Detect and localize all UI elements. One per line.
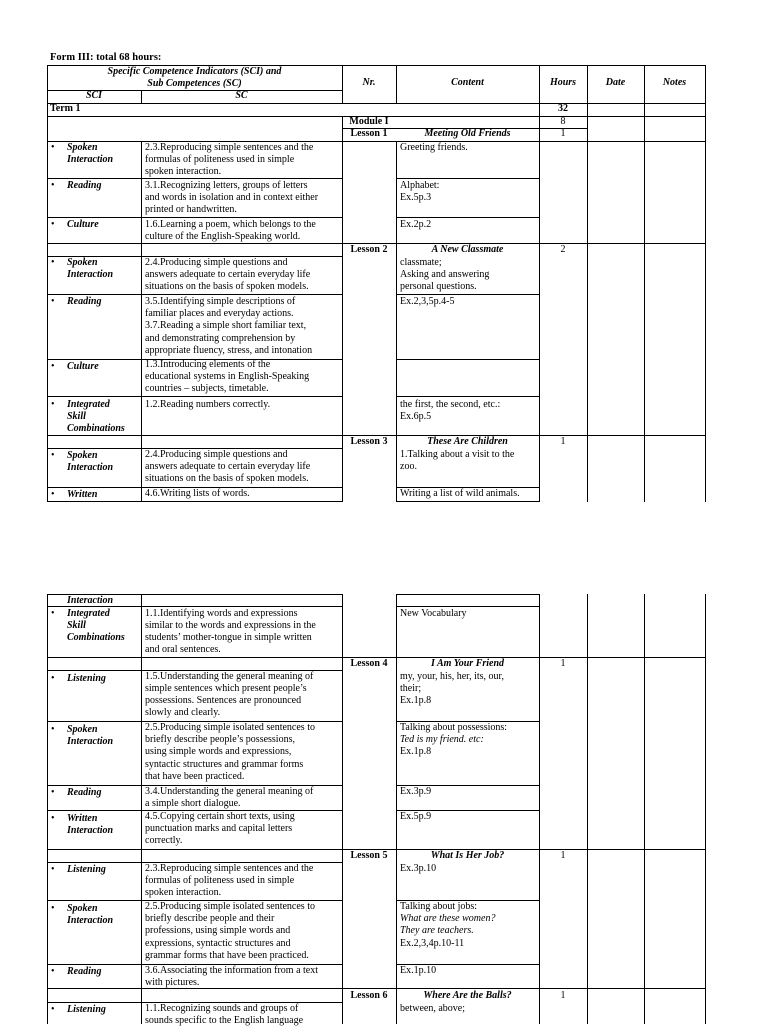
sc-text: countries – subjects, timetable. [145, 383, 269, 394]
sc-text: educational systems in English-Speaking [145, 371, 310, 382]
sc-text: 4.5.Copying certain short texts, using [145, 811, 295, 822]
header-notes: Notes [662, 77, 687, 88]
sc-text: possessions. Sentences are pronounced [145, 695, 302, 706]
sci-label: Interaction [67, 269, 114, 280]
header-group-line-1: Specific Competence Indicators (SCI) and [107, 66, 282, 77]
sc-text: answers adequate to certain everyday life [145, 461, 311, 472]
content-text: Ex.1p.10 [400, 965, 437, 976]
sci-label: Listening [67, 673, 106, 684]
content-text: Writing a list of wild animals. [400, 488, 520, 499]
sci-label: Listening [67, 864, 106, 875]
sc-text: students’ mother-tongue in simple written [145, 632, 312, 643]
content-text: Ex.3p.10 [400, 863, 437, 874]
bullet-icon: • [51, 180, 55, 191]
header-hours: Hours [549, 77, 577, 88]
bullet-icon: • [51, 489, 55, 500]
sc-text: and oral sentences. [145, 644, 221, 655]
sci-label: Reading [67, 966, 102, 977]
lesson-5-title: What Is Her Job? [430, 850, 505, 861]
lesson-3-hours: 1 [560, 436, 566, 447]
sc-text: 2.3.Reproducing simple sentences and the [145, 142, 314, 153]
lesson-3-nr: Lesson 3 [350, 436, 388, 447]
header-sc: SC [235, 90, 248, 101]
bullet-icon: • [51, 966, 55, 977]
sc-text: correctly. [145, 835, 183, 846]
content-text: Ex.1p.8 [400, 695, 432, 706]
sci-label: Spoken [67, 450, 98, 461]
sc-text: formulas of politeness used in simple [145, 875, 295, 886]
term-label: Term 1 [50, 103, 81, 114]
sc-text: culture of the English-Speaking world. [145, 231, 301, 242]
content-text: Ex.2p.2 [400, 219, 432, 230]
sc-text: appropriate fluency, stress, and intonation [145, 345, 313, 356]
content-text: Greeting friends. [400, 142, 468, 153]
document-title: Form III: total 68 hours: [50, 52, 162, 63]
lesson-1-hours: 1 [560, 128, 566, 139]
sc-text: and words in isolation and in context either [145, 192, 319, 203]
lesson-4-hours: 1 [560, 658, 566, 669]
bullet-icon: • [51, 813, 55, 824]
sc-text: slowly and clearly. [145, 707, 221, 718]
bullet-icon: • [51, 450, 55, 461]
sci-label: Interaction [67, 736, 114, 747]
sc-text: and demonstrating comprehension by [145, 333, 296, 344]
sc-text: 1.1.Identifying words and expressions [145, 608, 298, 619]
sci-label: Reading [67, 180, 102, 191]
term-hours: 32 [558, 103, 568, 114]
sci-label: Combinations [67, 423, 125, 434]
content-text: They are teachers. [400, 925, 474, 936]
bullet-icon: • [51, 399, 55, 410]
sc-text: formulas of politeness used in simple [145, 154, 295, 165]
content-text: zoo. [400, 461, 417, 472]
header-nr: Nr. [362, 77, 376, 88]
sc-text: spoken interaction. [145, 166, 222, 177]
bullet-icon: • [51, 257, 55, 268]
sci-label: Integrated [67, 399, 110, 410]
sci-label: Written [67, 489, 98, 500]
sci-label: Interaction [67, 462, 114, 473]
sc-text: answers adequate to certain everyday life [145, 269, 311, 280]
sci-label: Spoken [67, 257, 98, 268]
bullet-icon: • [51, 903, 55, 914]
content-text: Asking and answering [400, 269, 490, 280]
sci-label: Interaction [67, 825, 114, 836]
lesson-6-hours: 1 [560, 990, 566, 1001]
bullet-icon: • [51, 296, 55, 307]
content-text: Ted is my friend. etc: [400, 734, 484, 745]
sc-text: situations on the basis of spoken models. [145, 473, 309, 484]
sci-label: Combinations [67, 632, 125, 643]
bullet-icon: • [51, 142, 55, 153]
sc-text: printed or handwritten. [145, 204, 237, 215]
sc-text: a simple short dialogue. [145, 798, 241, 809]
sc-text: professions, using simple words and [145, 925, 291, 936]
lesson-1-nr: Lesson 1 [350, 128, 388, 139]
bullet-icon: • [51, 1004, 55, 1015]
sc-text: sounds specific to the English language [145, 1015, 304, 1026]
lesson-2-title: A New Classmate [431, 244, 504, 255]
sc-text: 3.4.Understanding the general meaning of [145, 786, 314, 797]
sc-text: that have been practiced. [145, 771, 245, 782]
bullet-icon: • [51, 608, 55, 619]
sci-label: Culture [67, 361, 99, 372]
sc-text: briefly describe people and their [145, 913, 275, 924]
sci-label: Listening [67, 1004, 106, 1015]
module-label: Module I [349, 116, 389, 127]
sci-label: Spoken [67, 724, 98, 735]
content-text: Ex.3p.9 [400, 786, 432, 797]
header-content: Content [451, 77, 484, 88]
bullet-icon: • [51, 864, 55, 875]
sc-text: simple sentences which present people’s [145, 683, 307, 694]
bullet-icon: • [51, 673, 55, 684]
sc-text: 1.5.Understanding the general meaning of [145, 671, 314, 682]
header-date: Date [605, 77, 626, 88]
bullet-icon: • [51, 787, 55, 798]
lesson-2-nr: Lesson 2 [350, 244, 388, 255]
sc-text: using simple words and expressions, [145, 746, 292, 757]
sci-label: Interaction [67, 595, 114, 606]
sci-label: Spoken [67, 142, 98, 153]
sc-text: 2.5.Producing simple isolated sentences to [145, 901, 315, 912]
bullet-icon: • [51, 724, 55, 735]
sci-label: Interaction [67, 915, 114, 926]
lesson-4-nr: Lesson 4 [350, 658, 388, 669]
curriculum-table-part-2 [47, 594, 705, 1024]
sci-label: Written [67, 813, 98, 824]
content-text: their; [400, 683, 422, 694]
sc-text: 2.5.Producing simple isolated sentences to [145, 722, 315, 733]
content-text: New Vocabulary [400, 608, 467, 619]
content-text: the first, the second, etc.: [400, 399, 501, 410]
sc-text: 3.6.Associating the information from a text [145, 965, 319, 976]
content-text: Ex.6p.5 [400, 411, 432, 422]
sci-label: Reading [67, 787, 102, 798]
bullet-icon: • [51, 361, 55, 372]
sc-text: briefly describe people’s possessions, [145, 734, 295, 745]
sc-text: expressions, syntactic structures and [145, 938, 291, 949]
sc-text: 1.1.Recognizing sounds and groups of [145, 1003, 299, 1014]
lesson-4-title: I Am Your Friend [430, 658, 505, 669]
sc-text: spoken interaction. [145, 887, 222, 898]
sc-text: similar to the words and expressions in the [145, 620, 316, 631]
content-text: Ex.1p.8 [400, 746, 432, 757]
sc-text: grammar forms that have been practiced. [145, 950, 309, 961]
sci-label: Culture [67, 219, 99, 230]
content-text: What are these women? [400, 913, 496, 924]
content-text: Alphabet: [400, 180, 440, 191]
content-text: 1.Talking about a visit to the [400, 449, 515, 460]
sc-text: familiar places and everyday actions. [145, 308, 294, 319]
sci-label: Skill [67, 411, 86, 422]
sc-text: 1.3.Introducing elements of the [145, 359, 271, 370]
sc-text: 1.6.Learning a poem, which belongs to the [145, 219, 316, 230]
sc-text: situations on the basis of spoken models. [145, 281, 309, 292]
sc-text: punctuation marks and capital letters [145, 823, 293, 834]
header-sci: SCI [85, 90, 103, 101]
sc-text: syntactic structures and grammar forms [145, 759, 304, 770]
sci-label: Integrated [67, 608, 110, 619]
sc-text: 3.7.Reading a simple short familiar text, [145, 320, 307, 331]
sc-text: 2.4.Producing simple questions and [145, 449, 288, 460]
content-text: personal questions. [400, 281, 477, 292]
lesson-5-nr: Lesson 5 [350, 850, 388, 861]
content-text: Ex.5p.9 [400, 811, 432, 822]
sci-label: Reading [67, 296, 102, 307]
content-text: Ex.2,3,4p.10-11 [400, 938, 465, 949]
lesson-6-nr: Lesson 6 [350, 990, 388, 1001]
module-hours: 8 [560, 116, 566, 127]
sc-text: 3.5.Identifying simple descriptions of [145, 296, 296, 307]
lesson-6-title: Where Are the Balls? [423, 990, 512, 1001]
lesson-2-hours: 2 [560, 244, 566, 255]
lesson-1-title: Meeting Old Friends [424, 128, 511, 139]
lesson-3-title: These Are Children [427, 436, 508, 447]
sc-text: with pictures. [145, 977, 200, 988]
curriculum-table-part-1 [47, 65, 705, 502]
header-group-line-2: Sub Competences (SC) [147, 78, 242, 89]
sc-text: 4.6.Writing lists of words. [145, 488, 250, 499]
content-text: Talking about possessions: [400, 722, 508, 733]
content-text: my, your, his, her, its, our, [400, 671, 504, 682]
sci-label: Spoken [67, 903, 98, 914]
content-text: Ex.5p.3 [400, 192, 432, 203]
bullet-icon: • [51, 219, 55, 230]
content-text: classmate; [400, 257, 442, 268]
content-text: between, above; [400, 1003, 465, 1014]
sc-text: 3.1.Recognizing letters, groups of letters [145, 180, 308, 191]
content-text: Talking about jobs: [400, 901, 478, 912]
sci-label: Skill [67, 620, 86, 631]
sc-text: 2.4.Producing simple questions and [145, 257, 288, 268]
content-text: Ex.2,3,5p.4-5 [400, 296, 455, 307]
sc-text: 2.3.Reproducing simple sentences and the [145, 863, 314, 874]
sci-label: Interaction [67, 154, 114, 165]
sc-text: 1.2.Reading numbers correctly. [145, 399, 271, 410]
lesson-5-hours: 1 [560, 850, 566, 861]
